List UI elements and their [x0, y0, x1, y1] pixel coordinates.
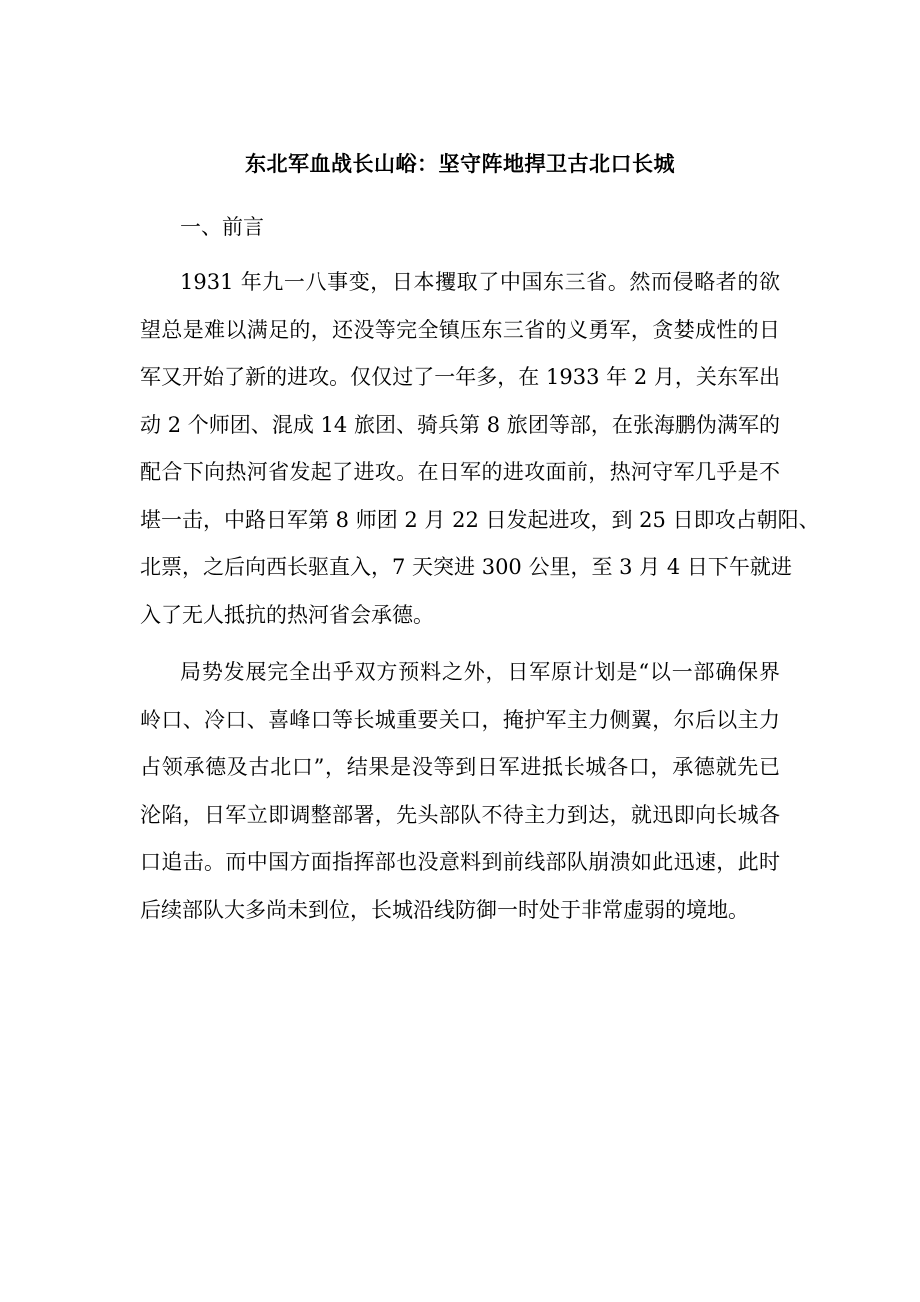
text-line: 动 2 个师团、混成 14 旅团、骑兵第 8 旅团等部，在张海鹏伪满军的	[140, 412, 780, 437]
text-line: 沦陷，日军立即调整部署，先头部队不待主力到达，就迅即向长城各	[140, 802, 780, 827]
text-line: 局势发展完全出乎双方预料之外，日军原计划是“以一部确保界	[180, 660, 780, 684]
text-line: 北票，之后向西长驱直入，7 天突进 300 公里，至 3 月 4 日下午就进	[140, 555, 792, 579]
text-line: 1931 年九一八事变，日本攫取了中国东三省。然而侵略者的欲	[180, 270, 780, 294]
text-line: 入了无人抵抗的热河省会承德。	[140, 602, 434, 627]
paragraph-1	[140, 267, 820, 647]
text-line: 军又开始了新的进攻。仅仅过了一年多，在 1933 年 2 月，关东军出	[140, 365, 780, 389]
text-line: 后续部队大多尚未到位，长城沿线防御一时处于非常虚弱的境地。	[140, 897, 749, 922]
text-line: 岭口、冷口、喜峰口等长城重要关口，掩护军主力侧翼，尔后以主力	[140, 707, 780, 732]
paragraph-2	[140, 657, 780, 942]
text-line: 望总是难以满足的，还没等完全镇压东三省的义勇军，贪婪成性的日	[140, 317, 780, 342]
section-heading: 一、前言	[180, 215, 264, 239]
text-line: 占领承德及古北口”，结果是没等到日军进抵长城各口，承德就先已	[140, 755, 780, 779]
text-line: 配合下向热河省发起了进攻。在日军的进攻面前，热河守军几乎是不	[140, 460, 780, 484]
text-line: 口追击。而中国方面指挥部也没意料到前线部队崩溃如此迅速，此时	[140, 850, 780, 874]
document-title: 东北军血战长山峪：坚守阵地捍卫古北口长城	[245, 151, 675, 176]
text-line: 堪一击，中路日军第 8 师团 2 月 22 日发起进攻，到 25 日即攻占朝阳、	[140, 507, 820, 532]
